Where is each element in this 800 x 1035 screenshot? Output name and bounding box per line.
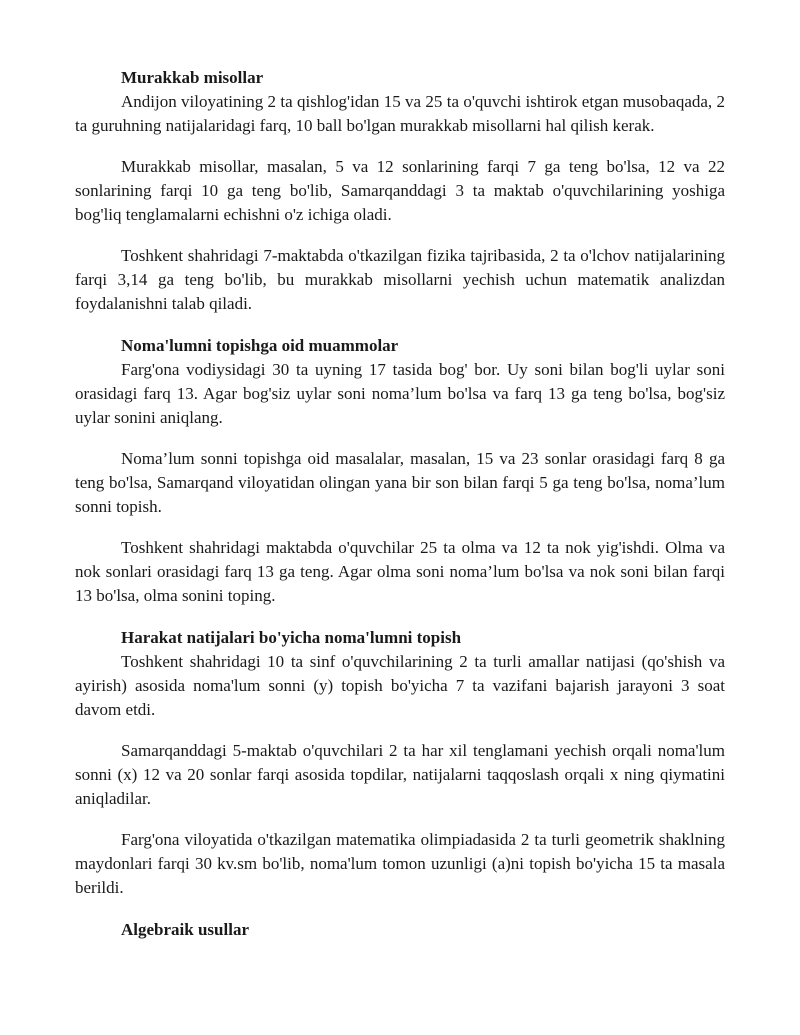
paragraph: Samarqanddagi 5-maktab o'quvchilari 2 ta har xil tenglamani yechish orqali noma'lum sonni (x) 12 va 20 sonlar farqi asosida topdilar, natijalarni taqqoslash orqali x ning qiymatini aniqladilar. <box>75 741 725 808</box>
section-heading: Algebraik usullar <box>121 920 249 939</box>
document-page <box>75 66 725 942</box>
paragraph: Farg'ona vodiysidagi 30 ta uyning 17 tasida bog' bor. Uy soni bilan bog'li uylar soni orasidagi farq 13. Agar bog'siz uylar soni noma’lum bo'lsa va farq 13 ga teng bo'lsa, bog'siz uylar sonini aniqlang. <box>75 360 725 427</box>
paragraph: Toshkent shahridagi 10 ta sinf o'quvchilarining 2 ta turli amallar natijasi (qo'shish va ayirish) asosida noma'lum sonni (y) topish bo'yicha 7 ta vazifani bajarish jarayoni 3 soat davom etdi. <box>75 652 725 719</box>
paragraph: Farg'ona viloyatida o'tkazilgan matematika olimpiadasida 2 ta turli geometrik shaklning maydonlari farqi 30 kv.sm bo'lib, noma'lum tomon uzunligi (a)ni topish bo'yicha 15 ta masala berildi. <box>75 830 725 897</box>
section-heading: Noma'lumni topishga oid muammolar <box>121 336 399 355</box>
paragraph: Andijon viloyatining 2 ta qishlog'idan 15 va 25 ta o'quvchi ishtirok etgan musobaqada, 2 ta guruhning natijalaridagi farq, 10 ball bo'lgan murakkab misollarni hal qilish kerak. <box>75 92 725 135</box>
paragraph: Murakkab misollar, masalan, 5 va 12 sonlarining farqi 7 ga teng bo'lsa, 12 va 22 sonlarining farqi 10 ga teng bo'lib, Samarqanddagi 3 ta maktab o'quvchilarining yoshiga bog'liq tenglamalarni echishni o'z ichiga oladi. <box>75 157 725 224</box>
paragraph: Noma’lum sonni topishga oid masalalar, masalan, 15 va 23 sonlar orasidagi farq 8 ga teng bo'lsa, Samarqand viloyatidan olingan yana bir son bilan farqi 5 ga teng bo'lsa, noma’lum sonni topish. <box>75 449 725 516</box>
paragraph: Toshkent shahridagi maktabda o'quvchilar 25 ta olma va 12 ta nok yig'ishdi. Olma va nok sonlari orasidagi farq 13 ga teng. Agar olma soni noma’lum bo'lsa va nok soni bilan farqi 13 bo'lsa, olma sonini toping. <box>75 538 725 605</box>
section-heading: Murakkab misollar <box>121 68 264 87</box>
section-heading: Harakat natijalari bo'yicha noma'lumni topish <box>121 628 462 647</box>
paragraph: Toshkent shahridagi 7-maktabda o'tkazilgan fizika tajribasida, 2 ta o'lchov natijalarining farqi 3,14 ga teng bo'lib, bu murakkab misollarni yechish uchun matematik analizdan foydalanishni talab qiladi. <box>75 246 725 313</box>
